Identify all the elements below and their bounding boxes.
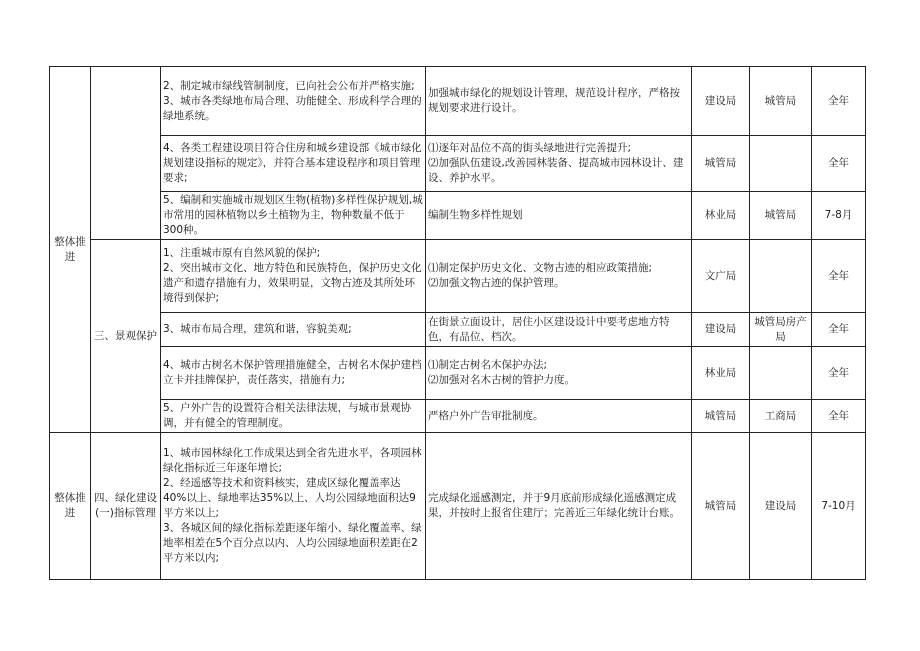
lead-dept-cell: 城管局 xyxy=(692,400,750,433)
requirement-cell: 2、制定城市绿线管制制度，已向社会公布并严格实施; 3、城市各类绿地布局合理、功能健全、形成科学合理的绿地系统。 xyxy=(161,67,426,136)
lead-dept-cell: 建设局 xyxy=(692,313,750,347)
category-cell: 整体推进 xyxy=(50,67,91,433)
time-cell: 全年 xyxy=(812,136,866,192)
table-row xyxy=(50,347,866,400)
lead-dept-cell: 城管局 xyxy=(692,433,750,580)
assist-dept-cell: 城管局 xyxy=(750,67,812,136)
time-cell: 全年 xyxy=(812,240,866,313)
requirement-cell: 4、城市古树名木保护管理措施健全，古树名木保护建档立卡并挂牌保护，责任落实，措施有力; xyxy=(161,347,426,400)
assist-dept-cell: 城管局 xyxy=(750,192,812,240)
time-cell: 全年 xyxy=(812,313,866,347)
measure-cell: ⑴制定保护历史文化、文物古迹的相应政策措施; ⑵加强文物古迹的保护管理。 xyxy=(426,240,692,313)
measure-cell: 在街景立面设计，居住小区建设设计中要考虑地方特色，有品位、档次。 xyxy=(426,313,692,347)
time-cell: 全年 xyxy=(812,347,866,400)
measure-cell: 完成绿化遥感测定，并于9月底前形成绿化遥感测定成果，并按时上报省住建厅；完善近三年绿化统计台账。 xyxy=(426,433,692,580)
table-row xyxy=(50,433,866,580)
measure-cell: ⑴制定古树名木保护办法; ⑵加强对名木古树的管护力度。 xyxy=(426,347,692,400)
lead-dept-cell: 城管局 xyxy=(692,136,750,192)
requirement-cell: 5、编制和实施城市规划区生物(植物)多样性保护规划,城市常用的园林植物以乡土植物为主，物种数量不低于300种。 xyxy=(161,192,426,240)
lead-dept-cell: 建设局 xyxy=(692,67,750,136)
requirement-cell: 1、注重城市原有自然风貌的保护; 2、突出城市文化、地方特色和民族特色，保护历史文化遗产和遗存措施有力，效果明显，文物古迹及其所处环境得到保护; xyxy=(161,240,426,313)
time-cell: 全年 xyxy=(812,400,866,433)
measure-cell: 加强城市绿化的规划设计管理，规范设计程序，严格按规划要求进行设计。 xyxy=(426,67,692,136)
assist-dept-cell xyxy=(750,240,812,313)
item-cell: 三、景观保护 xyxy=(91,240,161,433)
lead-dept-cell: 林业局 xyxy=(692,347,750,400)
assist-dept-cell: 建设局 xyxy=(750,433,812,580)
requirement-cell: 4、各类工程建设项目符合住房和城乡建设部《城市绿化规划建设指标的规定》，并符合基本建设程序和项目管理要求; xyxy=(161,136,426,192)
table-row xyxy=(50,313,866,347)
time-cell: 7-10月 xyxy=(812,433,866,580)
assist-dept-cell: 城管局房产局 xyxy=(750,313,812,347)
measure-cell: 编制生物多样性规划 xyxy=(426,192,692,240)
plan-table xyxy=(49,66,866,580)
table-row xyxy=(50,136,866,192)
assist-dept-cell xyxy=(750,347,812,400)
assist-dept-cell: 工商局 xyxy=(750,400,812,433)
table-row xyxy=(50,400,866,433)
table-row xyxy=(50,240,866,313)
measure-cell: ⑴逐年对品位不高的街头绿地进行完善提升; ⑵加强队伍建设,改善园林装备、提高城市园林设计、建设、养护水平。 xyxy=(426,136,692,192)
table-row xyxy=(50,192,866,240)
table-row xyxy=(50,67,866,136)
time-cell: 全年 xyxy=(812,67,866,136)
item-cell xyxy=(91,67,161,240)
requirement-cell: 3、城市布局合理，建筑和谐，容貌美观; xyxy=(161,313,426,347)
category-cell: 整体推进 xyxy=(50,433,91,580)
measure-cell: 严格户外广告审批制度。 xyxy=(426,400,692,433)
assist-dept-cell xyxy=(750,136,812,192)
lead-dept-cell: 林业局 xyxy=(692,192,750,240)
requirement-cell: 1、城市园林绿化工作成果达到全省先进水平，各项园林绿化指标近三年逐年增长; 2、经遥感等技术和资料核实，建成区绿化覆盖率达40%以上、绿地率达35%以上、人均公园绿地面积达9平方米以上; 3、各城区间的绿化指标差距逐年缩小、绿化覆盖率、绿地率相差在5个百分点以内、人均公园绿地面积差距在2平方米以内; xyxy=(161,433,426,580)
requirement-cell: 5、户外广告的设置符合相关法律法规，与城市景观协调，并有健全的管理制度。 xyxy=(161,400,426,433)
time-cell: 7-8月 xyxy=(812,192,866,240)
lead-dept-cell: 文广局 xyxy=(692,240,750,313)
item-cell: 四、绿化建设(一)指标管理 xyxy=(91,433,161,580)
